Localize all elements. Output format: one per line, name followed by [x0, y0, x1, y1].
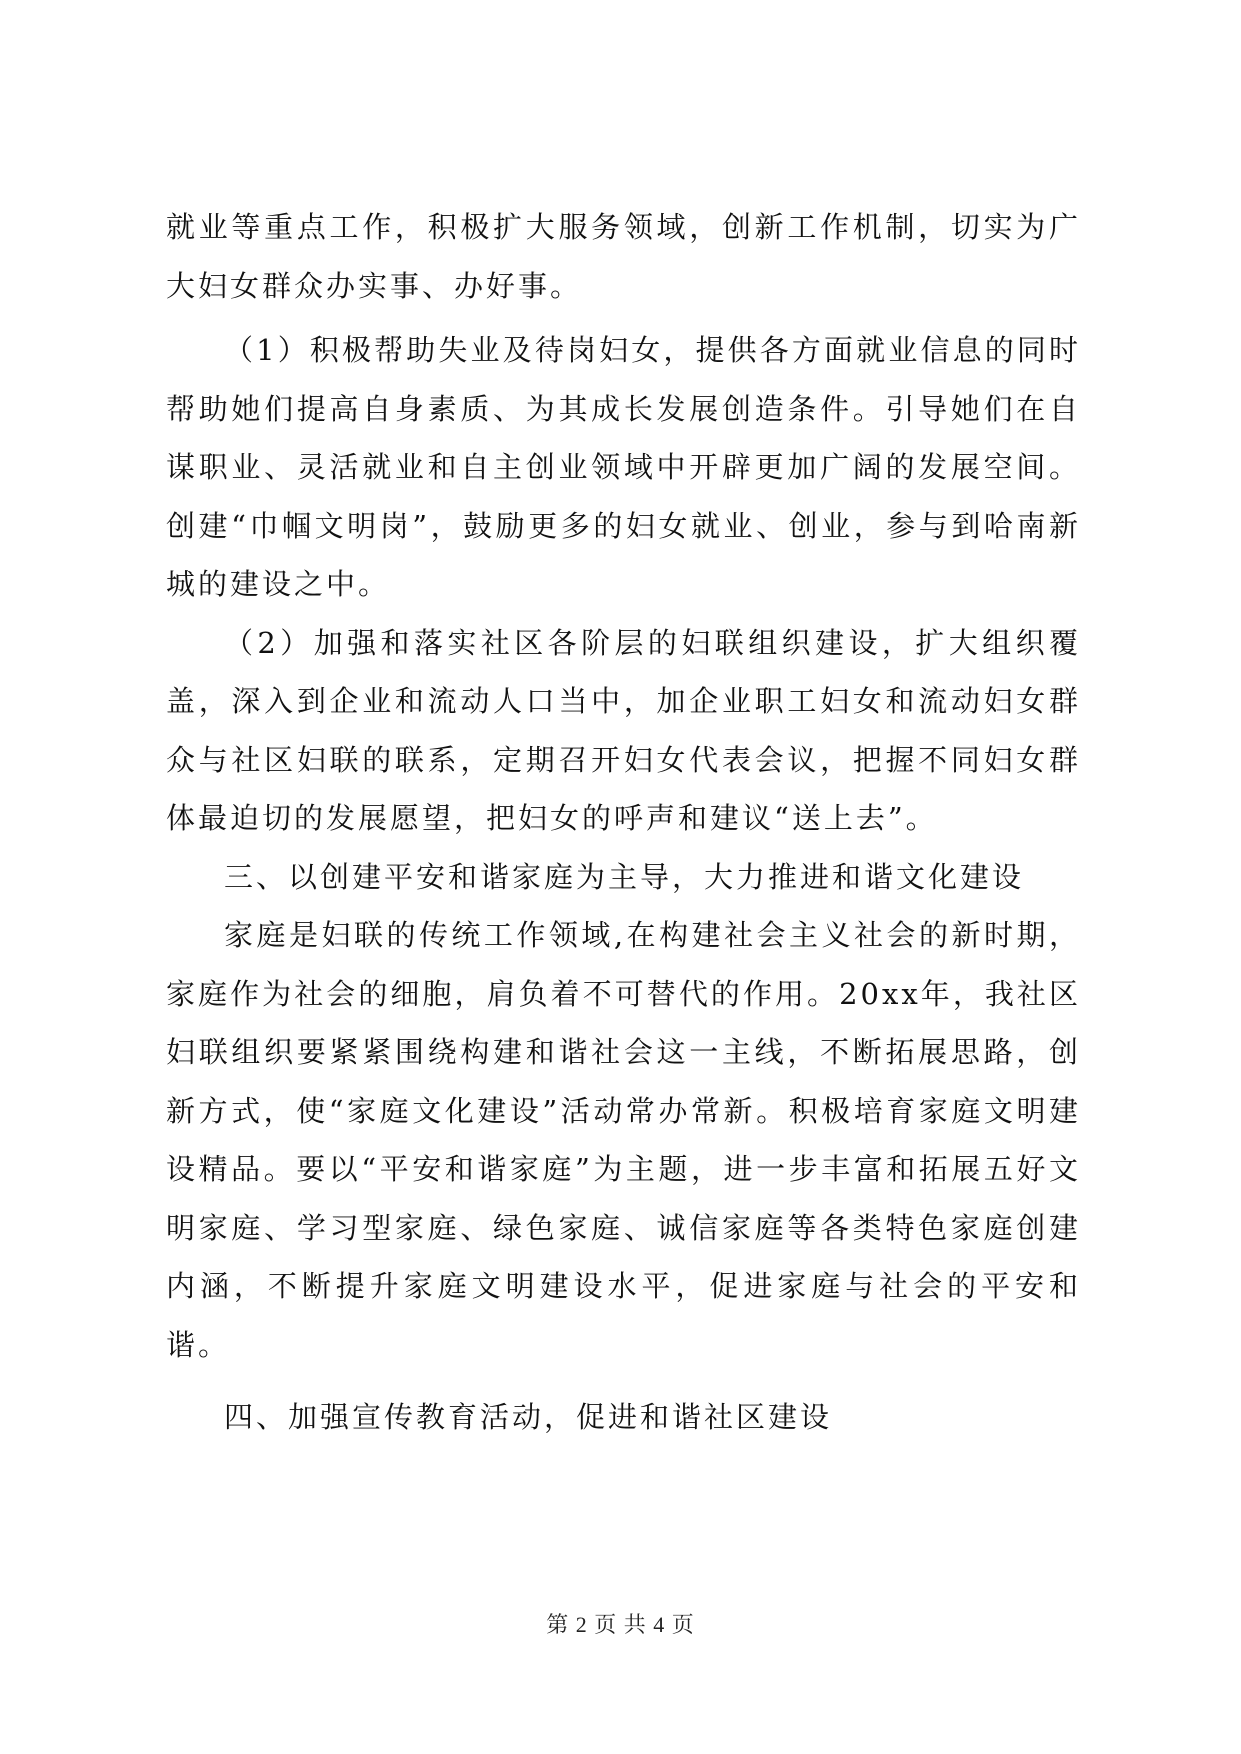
paragraph-item-1: （1）积极帮助失业及待岗妇女，提供各方面就业信息的同时帮助她们提高自身素质、为其成长发展创造条件。引导她们在自谋职业、灵活就业和自主创业领域中开辟更加广阔的发展空间。创建“巾帼文明岗”，鼓励更多的妇女就业、创业，参与到哈南新城的建设之中。: [166, 333, 1081, 601]
paragraph-item-2: （2）加强和落实社区各阶层的妇联组织建设，扩大组织覆盖，深入到企业和流动人口当中，加企业职工妇女和流动妇女群众与社区妇联的联系，定期召开妇女代表会议，把握不同妇女群体最迫切的发展愿望，把妇女的呼声和建议“送上去”。: [166, 625, 1081, 835]
paragraph-family: 家庭是妇联的传统工作领域,在构建社会主义社会的新时期，家庭作为社会的细胞，肩负着不可替代的作用。20xx年，我社区妇联组织要紧紧围绕构建和谐社会这一主线，不断拓展思路，创新方式，使“家庭文化建设”活动常办常新。积极培育家庭文明建设精品。要以“平安和谐家庭”为主题，进一步丰富和拓展五好文明家庭、学习型家庭、绿色家庭、诚信家庭等各类特色家庭创建内涵，不断提升家庭文明建设水平，促进家庭与社会的平安和谐。: [166, 918, 1081, 1362]
section-heading-3: 三、以创建平安和谐家庭为主导，大力推进和谐文化建设: [224, 859, 1025, 894]
page-footer: 第 2 页 共 4 页: [546, 1612, 695, 1637]
section-heading-4: 四、加强宣传教育活动，促进和谐社区建设: [224, 1400, 833, 1434]
paragraph-continuation: 就业等重点工作，积极扩大服务领域，创新工作机制，切实为广大妇女群众办实事、办好事。: [166, 210, 1081, 303]
document-body: [166, 198, 1081, 1447]
